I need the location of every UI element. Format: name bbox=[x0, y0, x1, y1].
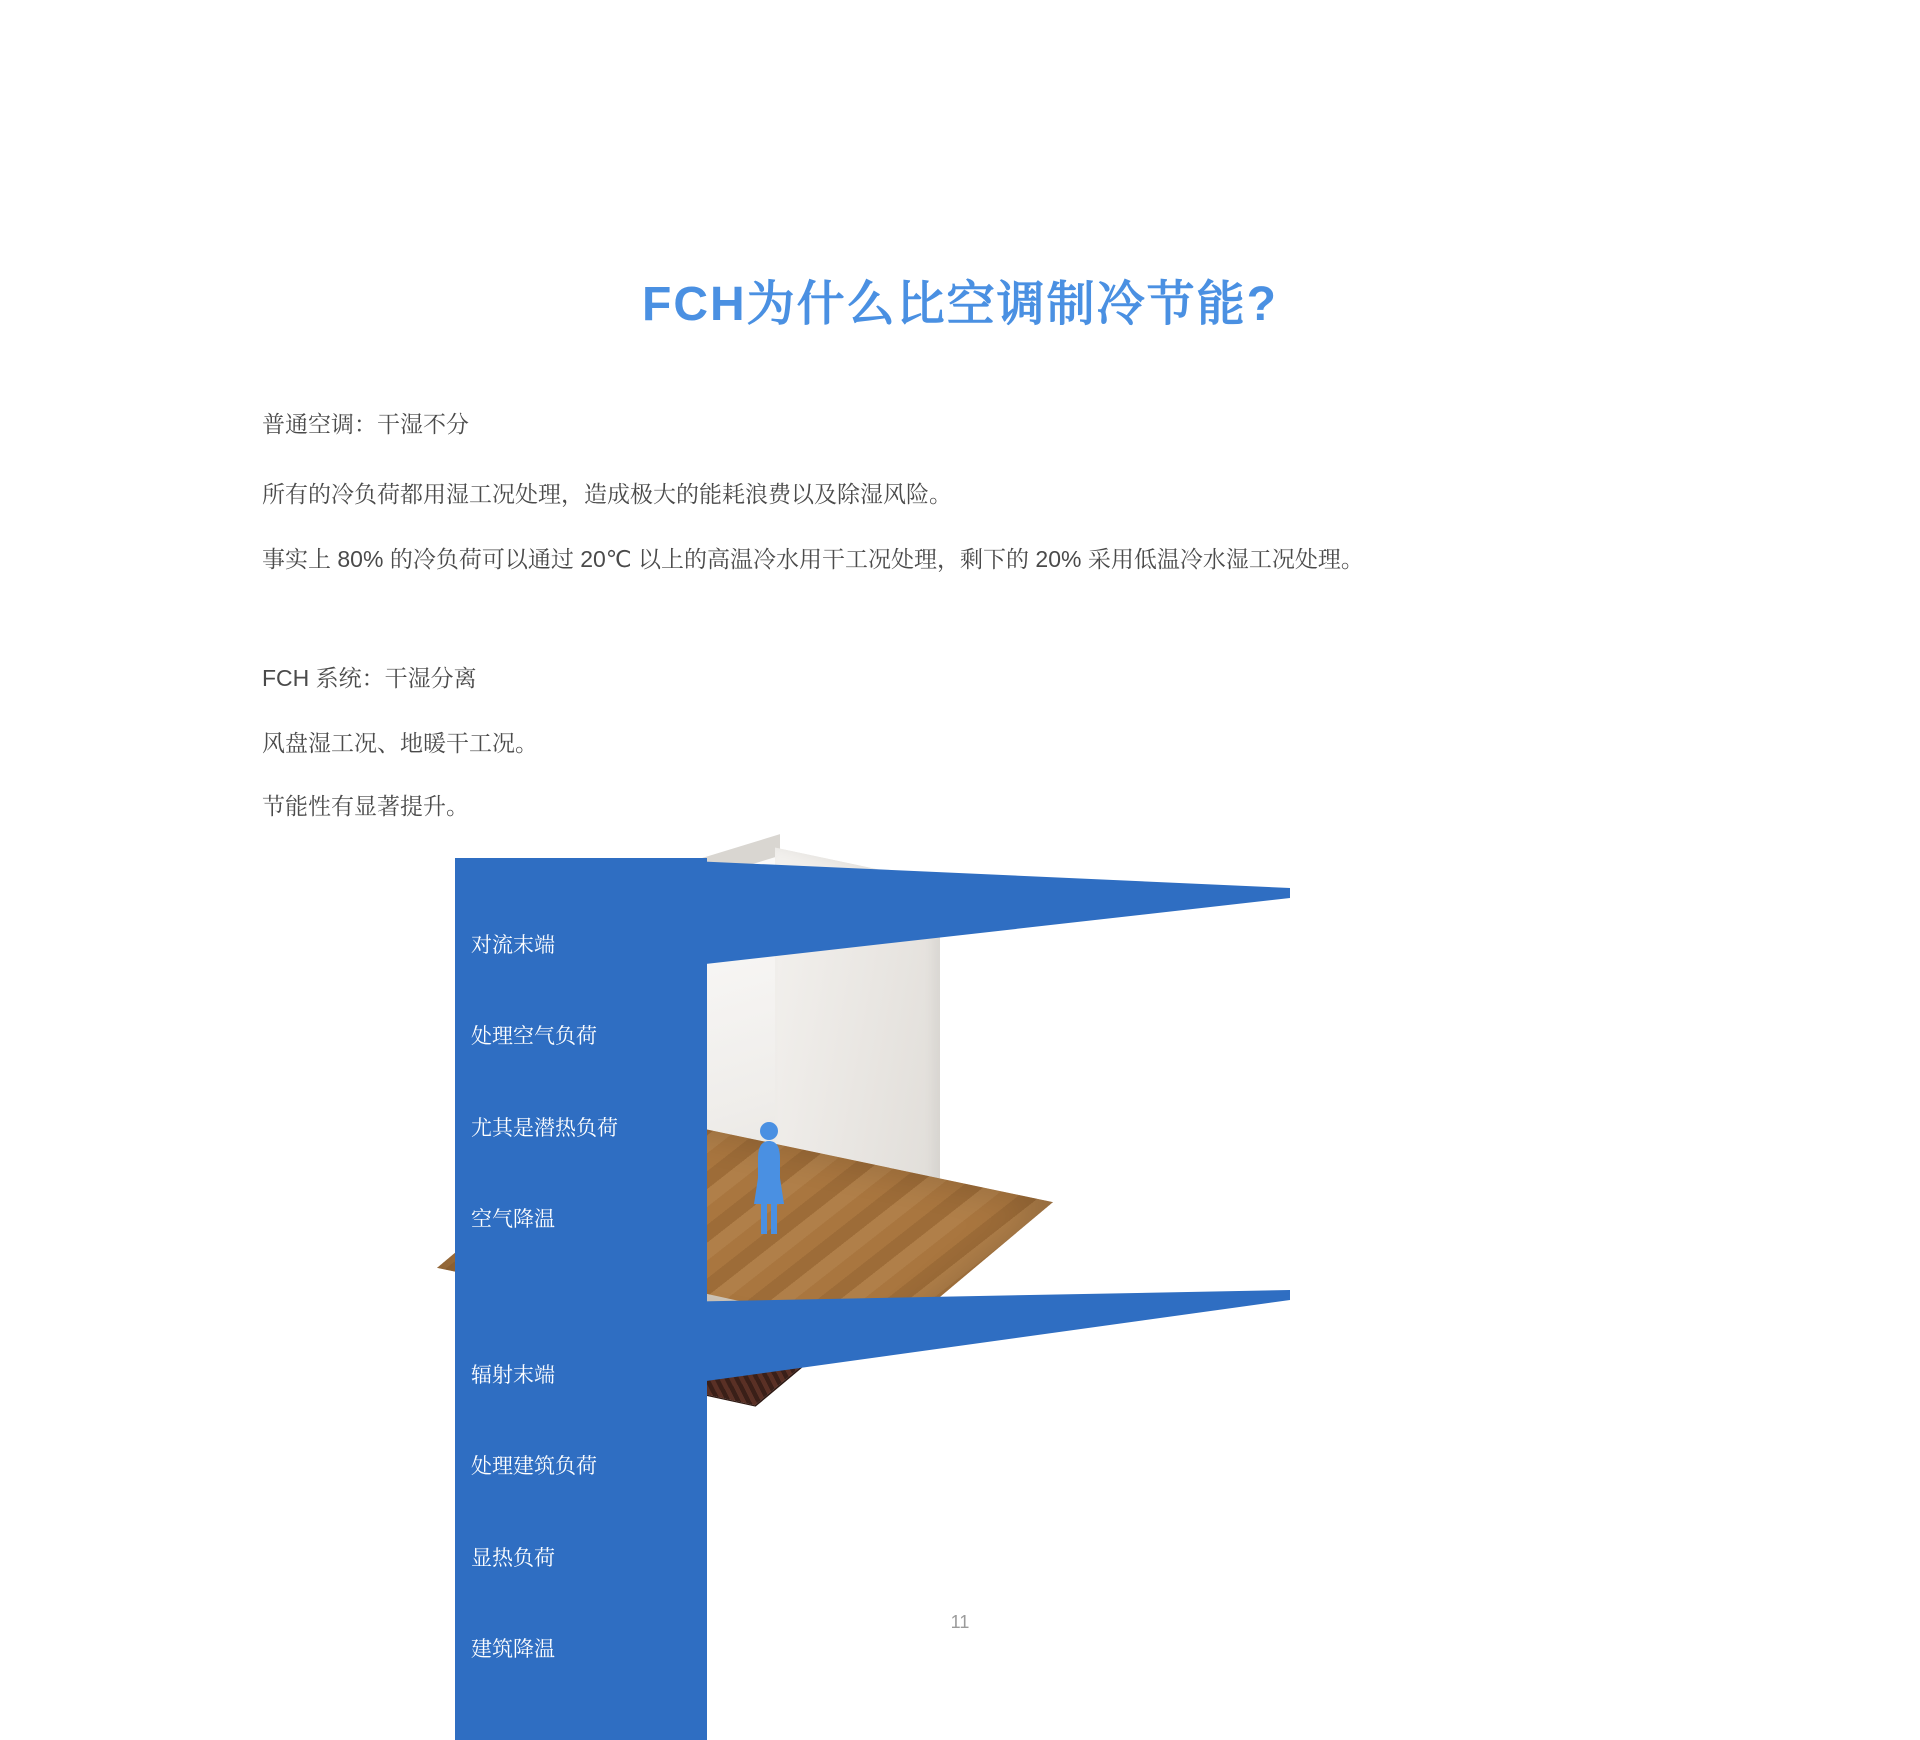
page-number: 11 bbox=[950, 1612, 970, 1632]
callout-radiant-terminal bbox=[455, 1288, 707, 1740]
body-line-6: 节能性有显著提升。 bbox=[262, 793, 469, 819]
callout-top-line-1: 对流末端 bbox=[471, 933, 555, 957]
page-title: FCH为什么比空调制冷节能? bbox=[642, 278, 1278, 331]
callout-top-line-3: 尤其是潜热负荷 bbox=[471, 1116, 618, 1140]
callout-bottom-line-3: 显热负荷 bbox=[471, 1546, 555, 1570]
callout-convective-terminal bbox=[455, 858, 707, 1310]
callout-bottom-line-4: 建筑降温 bbox=[471, 1637, 555, 1661]
body-line-5: 风盘湿工况、地暖干工况。 bbox=[262, 730, 538, 756]
callout-bottom-line-1: 辐射末端 bbox=[471, 1363, 555, 1387]
body-line-1: 普通空调：干湿不分 bbox=[262, 411, 469, 437]
callout-bottom-line-2: 处理建筑负荷 bbox=[471, 1455, 597, 1479]
callout-top-line-2: 处理空气负荷 bbox=[471, 1025, 597, 1049]
body-line-4: FCH 系统：干湿分离 bbox=[262, 665, 477, 691]
person-silhouette bbox=[748, 1120, 790, 1235]
connector-bottom bbox=[670, 1290, 1290, 1420]
callout-top-line-4: 空气降温 bbox=[471, 1207, 555, 1231]
connector-top bbox=[670, 860, 1290, 990]
body-line-2: 所有的冷负荷都用湿工况处理，造成极大的能耗浪费以及除湿风险。 bbox=[262, 481, 952, 507]
body-line-3: 事实上 80% 的冷负荷可以通过 20℃ 以上的高温冷水用干工况处理，剩下的 20% 采用低温冷水湿工况处理。 bbox=[262, 546, 1364, 572]
